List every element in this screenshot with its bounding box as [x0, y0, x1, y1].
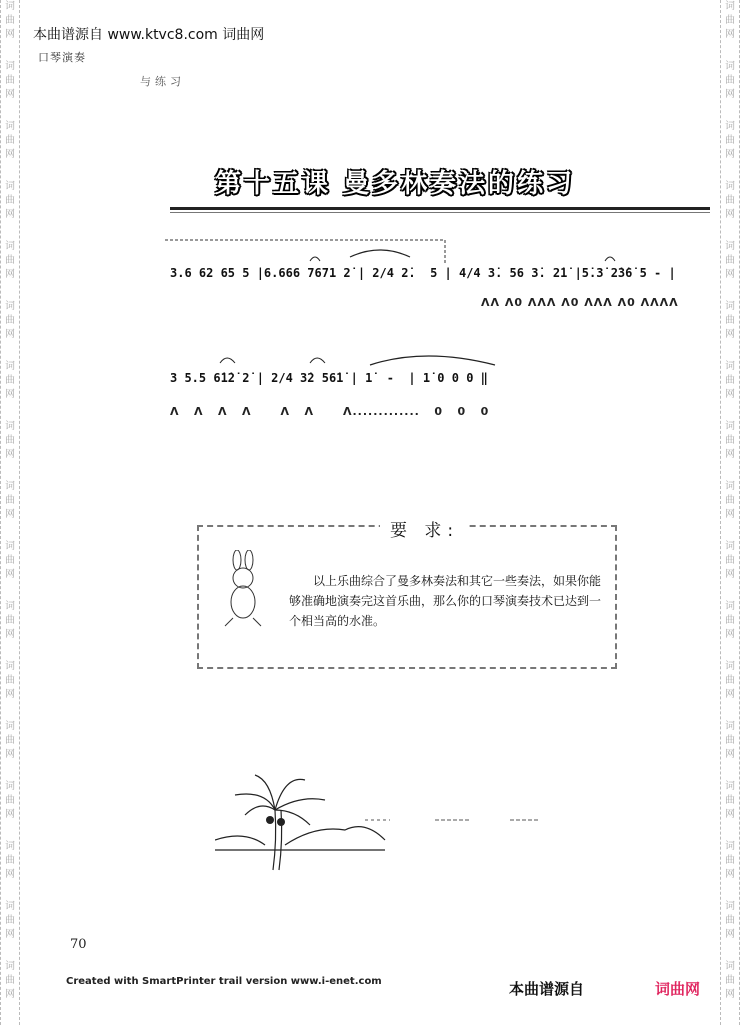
side-watermark-text: 词 曲 网 [5, 721, 15, 760]
side-watermark-text: 词 曲 网 [5, 961, 15, 1000]
palm-tree-illustration [215, 770, 555, 880]
footer-created-with: Created with SmartPrinter trail version www.i-enet.com [66, 976, 382, 987]
side-watermark-text: 词 曲 网 [5, 781, 15, 820]
side-watermark-text: 词 曲 网 [5, 301, 15, 340]
side-watermark-text: 词 曲 网 [725, 601, 735, 640]
title-underline-thin [170, 212, 710, 213]
side-watermark-text: 词 曲 网 [725, 541, 735, 580]
score-line2-technique: Λ Λ Λ Λ Λ Λ Λ............. 0 0 0 [170, 405, 490, 418]
side-watermark-text: 词 曲 网 [725, 1, 735, 40]
score-line1-technique: ΛΛ Λ0 ΛΛΛ Λ0 ΛΛΛ Λ0 ΛΛΛΛ [481, 296, 679, 309]
side-watermark-text: 词 曲 网 [5, 1, 15, 40]
side-watermark-text: 词 曲 网 [725, 361, 735, 400]
footer-site-link[interactable]: 词曲网 [655, 980, 701, 998]
rabbit-illustration [215, 550, 275, 630]
side-watermark-text: 词 曲 网 [725, 481, 735, 520]
top-watermark[interactable]: 本曲谱源自 www.ktvc8.com 词曲网 [33, 27, 265, 43]
score-line1-notes: 3.6 62 65 5 |6.666 7671 2̇ | 2/4 2̇. 5 | 4/4 3̇. 56 3̇. 2̇1̇ |5̇.3̇ 2̇3̇6̇ 5 - | [170, 266, 676, 280]
book-header-title: 口琴演奏 [38, 51, 86, 64]
side-watermark-text: 词 曲 网 [725, 61, 735, 100]
side-watermark-text: 词 曲 网 [5, 421, 15, 460]
side-watermark-text: 词 曲 网 [725, 181, 735, 220]
page-number: 70 [70, 937, 87, 952]
side-watermark-text: 词 曲 网 [725, 961, 735, 1000]
side-watermark-text: 词 曲 网 [5, 481, 15, 520]
requirements-text: 以上乐曲综合了曼多林奏法和其它一些奏法，如果你能够准确地演奏完这首乐曲，那么你的口琴演奏技术已达到一个相当高的水准。 [289, 574, 602, 628]
side-watermark-text: 词 曲 网 [725, 721, 735, 760]
side-watermark-text: 词 曲 网 [5, 901, 15, 940]
side-watermark-text: 词 曲 网 [725, 841, 735, 880]
score-line2-notes: 3 5.5 6̇1̇2̇ 2̇ | 2/4 3̇2 56̇1̇ | 1̇ - | 1̇ 0 0 0 ‖ [170, 371, 488, 385]
side-watermark-text: 词 曲 网 [5, 541, 15, 580]
side-watermark-text: 词 曲 网 [725, 901, 735, 940]
side-watermark-text: 词 曲 网 [725, 661, 735, 700]
requirements-title: 要 求: [380, 516, 469, 541]
title-underline-thick [170, 207, 710, 210]
side-watermark-text: 词 曲 网 [5, 61, 15, 100]
side-watermark-text: 词 曲 网 [725, 781, 735, 820]
side-watermark-text: 词 曲 网 [5, 841, 15, 880]
side-watermark-text: 词 曲 网 [5, 241, 15, 280]
side-watermark-text: 词 曲 网 [5, 181, 15, 220]
side-watermark-text: 词 曲 网 [725, 301, 735, 340]
lesson-title: 第十五课 曼多林奏法的练习 [215, 169, 576, 199]
side-watermark-text: 词 曲 网 [5, 121, 15, 160]
footer-source-label: 本曲谱源自 [509, 980, 585, 998]
book-header-subtitle: 与练习 [140, 75, 185, 88]
side-watermark-text: 词 曲 网 [725, 421, 735, 460]
side-watermark-text: 词 曲 网 [725, 241, 735, 280]
side-watermark-text: 词 曲 网 [5, 661, 15, 700]
side-watermark-text: 词 曲 网 [5, 601, 15, 640]
side-watermark-text: 词 曲 网 [5, 361, 15, 400]
side-watermark-text: 词 曲 网 [725, 121, 735, 160]
